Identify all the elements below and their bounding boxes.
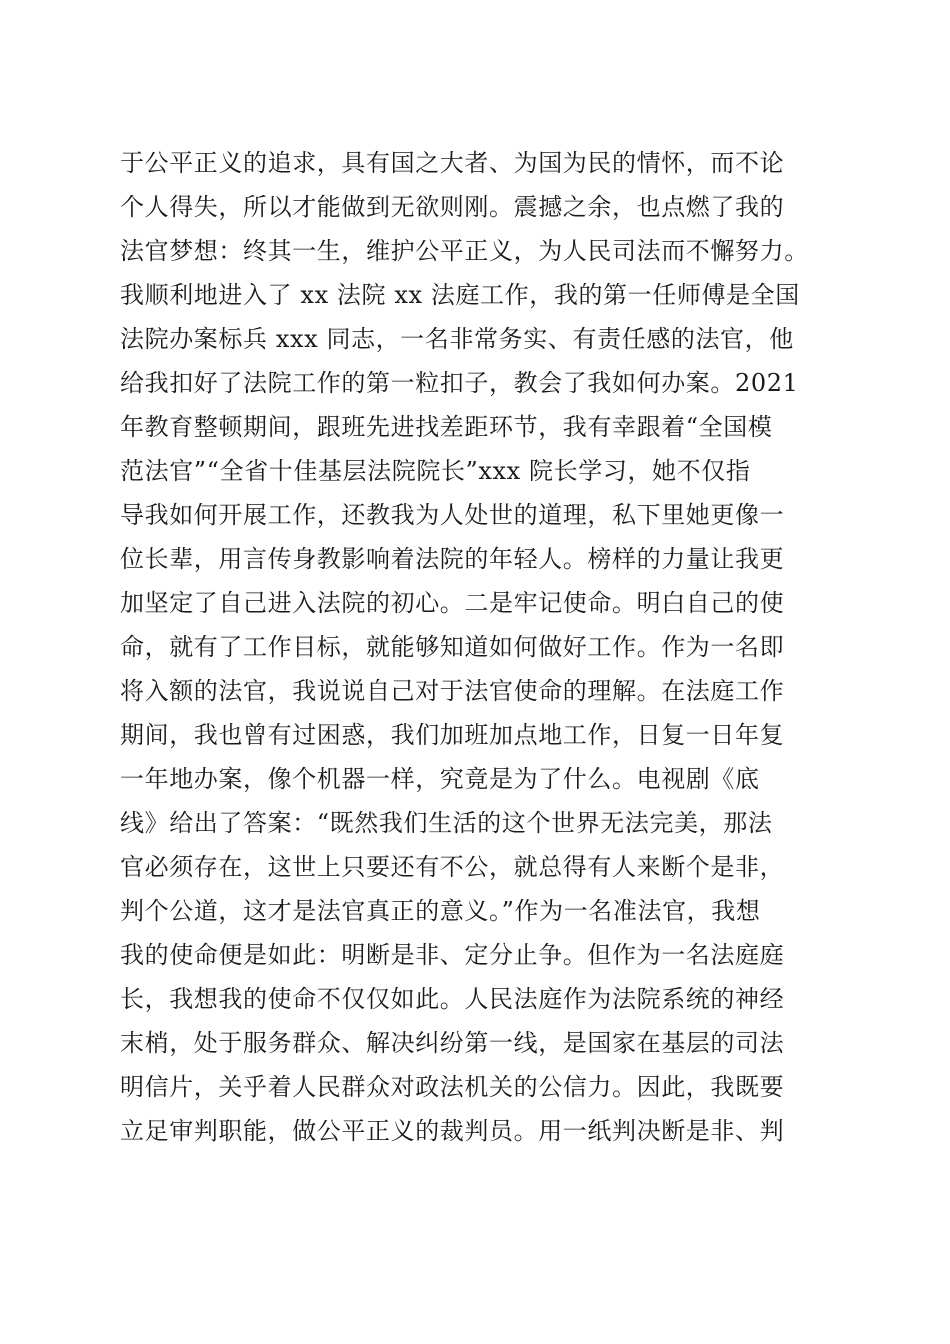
text-line: 个人得失，所以才能做到无欲则刚。震撼之余，也点燃了我的 [120, 193, 785, 221]
text-line: 线》给出了答案：“既然我们生活的这个世界无法完美，那法 [120, 809, 773, 837]
text-line: 给我扣好了法院工作的第一粒扣子，教会了我如何办案。2021 [120, 369, 799, 397]
text-line: 期间，我也曾有过困惑，我们加班加点地工作，日复一日年复 [120, 721, 785, 749]
text-line: 命，就有了工作目标，就能够知道如何做好工作。作为一名即 [120, 633, 785, 661]
text-line: 明信片，关乎着人民群众对政法机关的公信力。因此，我既要 [120, 1073, 785, 1101]
text-line: 立足审判职能，做公平正义的裁判员。用一纸判决断是非、判 [120, 1117, 785, 1145]
text-line: 法院办案标兵 xxx 同志，一名非常务实、有责任感的法官，他 [120, 325, 794, 353]
text-line: 末梢，处于服务群众、解决纠纷第一线，是国家在基层的司法 [120, 1029, 785, 1057]
text-line: 位长辈，用言传身教影响着法院的年轻人。榜样的力量让我更 [120, 545, 785, 573]
text-line: 长，我想我的使命不仅仅如此。人民法庭作为法院系统的神经 [120, 985, 785, 1013]
text-line: 判个公道，这才是法官真正的意义。”作为一名准法官，我想 [120, 897, 761, 925]
text-line: 范法官”“全省十佳基层法院院长”xxx 院长学习，她不仅指 [120, 457, 751, 485]
text-line: 我的使命便是如此：明断是非、定分止争。但作为一名法庭庭 [120, 941, 785, 969]
text-line: 官必须存在，这世上只要还有不公，就总得有人来断个是非， [120, 853, 785, 881]
text-line: 于公平正义的追求，具有国之大者、为国为民的情怀，而不论 [120, 149, 785, 177]
text-line: 加坚定了自己进入法院的初心。二是牢记使命。明白自己的使 [120, 589, 785, 617]
text-line: 一年地办案，像个机器一样，究竟是为了什么。电视剧《底 [120, 765, 760, 793]
text-line: 我顺利地进入了 xx 法院 xx 法庭工作，我的第一任师傅是全国 [120, 281, 800, 309]
text-line: 将入额的法官，我说说自己对于法官使命的理解。在法庭工作 [120, 677, 785, 705]
text-line: 导我如何开展工作，还教我为人处世的道理，私下里她更像一 [120, 501, 785, 529]
body-text [120, 141, 860, 1153]
text-line: 年教育整顿期间，跟班先进找差距环节，我有幸跟着“全国模 [120, 413, 773, 441]
text-line: 法官梦想：终其一生，维护公平正义，为人民司法而不懈努力。 [120, 237, 809, 265]
